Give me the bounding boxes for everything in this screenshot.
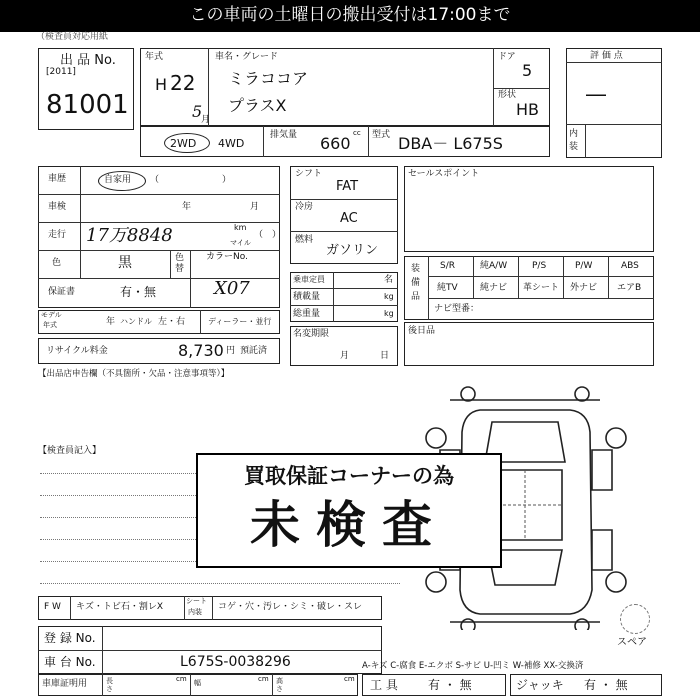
inspection-year: 年	[182, 202, 192, 212]
recycle-value: 8,730	[178, 341, 224, 360]
equip-abs: ABS	[621, 261, 639, 271]
cert-width: 幅	[194, 679, 201, 687]
aircon-label: 冷房	[295, 202, 314, 212]
color-code-label: カラーNo.	[206, 252, 248, 262]
handle-label: ハンドル	[120, 317, 152, 326]
sales-point-label: セールスポイント	[408, 169, 480, 179]
sheet-header: （検査員対応用紙	[36, 32, 109, 42]
name-change-month: 月	[340, 351, 350, 361]
seat-label-2: 内装	[188, 608, 202, 616]
color-value: 黒	[118, 255, 132, 271]
equip-tv: 純TV	[437, 283, 458, 293]
name-change-label: 名変期限	[293, 329, 330, 339]
car-grade: プラスX	[228, 96, 287, 115]
color-label: 色	[52, 258, 62, 268]
capacity-unit: 名	[384, 275, 394, 285]
mileage-label: 走行	[48, 230, 67, 240]
chassis-value: L675S-0038296	[180, 654, 291, 670]
score-label: 評 価 点	[590, 51, 623, 61]
inspector-notes-label: 【検査員記入】	[38, 446, 102, 456]
equip-aw: 純A/W	[480, 261, 508, 271]
lot-stamp: [2011]	[46, 67, 76, 77]
lot-number: 81001	[46, 90, 129, 120]
equip-ps: P/S	[532, 261, 547, 271]
overlay-line1: 買取保証コーナーの為	[244, 464, 454, 488]
aircon-value: AC	[340, 211, 358, 226]
spare-label: スペア	[617, 637, 647, 648]
mileage-value: 17万8848	[86, 225, 173, 246]
model-year-unit: 年	[106, 317, 116, 327]
color-change-label: 色替	[175, 253, 185, 274]
recycle-unit: 円	[226, 346, 236, 356]
spare-tire-circle	[620, 604, 650, 634]
history-paren: （ ）	[150, 175, 232, 185]
model-year-value: 22	[170, 71, 196, 95]
equip-sr: S/R	[440, 261, 455, 271]
model-month: 5	[192, 102, 203, 121]
history-label: 車歴	[48, 174, 67, 184]
mileage-mile: マイル	[230, 239, 251, 247]
recycle-note: 預託済	[240, 346, 268, 356]
doors-label: ドア	[498, 52, 516, 62]
displacement-value: 660	[320, 134, 351, 153]
equipment-label: 装備品	[411, 264, 421, 302]
model-code-label: 型式	[372, 130, 391, 140]
damage-legend: A-キズ C-腐食 E-エクボ S-サビ U-凹ミ W-補修 XX-交換済	[362, 661, 584, 671]
model-label-2: 年式	[43, 321, 57, 329]
mileage-paren: （ ）	[254, 230, 282, 240]
shift-label: シフト	[295, 169, 323, 179]
equip-pw: P/W	[575, 261, 593, 271]
drive-2wd: 2WD	[170, 137, 197, 150]
history-value: 自家用	[104, 175, 132, 185]
nav-model-label: ナビ型番：	[434, 304, 480, 314]
doors-value: 5	[522, 61, 533, 80]
tools-value: 有 ・ 無	[428, 678, 472, 692]
shape-value: HB	[516, 100, 540, 119]
gross-label: 総重量	[293, 309, 321, 319]
model-label-1: モデル	[41, 311, 62, 319]
equip-navi: 純ナビ	[480, 283, 508, 293]
inspection-month: 月	[250, 202, 260, 212]
cert-length-unit: cm	[176, 675, 187, 683]
fw-defects: キズ・トビ石・割レX	[76, 602, 163, 612]
displacement-label: 排気量	[270, 130, 298, 140]
seat-label-1: シート	[186, 597, 207, 605]
cert-height-unit: cm	[344, 675, 355, 683]
cert-height: 高さ	[276, 677, 283, 693]
warranty-value: 有・無	[120, 285, 157, 299]
lot-label: 出 品 No.	[60, 53, 116, 68]
inspection-label: 車検	[48, 202, 67, 212]
later-items-box	[404, 322, 654, 366]
cert-length: 長さ	[106, 677, 113, 693]
name-change-day: 日	[380, 351, 390, 361]
car-name-label: 車名・グレード	[215, 52, 279, 62]
car-name: ミラココア	[228, 69, 309, 88]
jack-label: ジャッキ	[516, 678, 564, 692]
equip-ext-navi: 外ナビ	[570, 283, 598, 293]
color-code: X07	[214, 278, 250, 299]
score-value: ―	[586, 82, 606, 106]
dealer-type: ディーラー・並行	[208, 317, 272, 326]
fuel-label: 燃料	[295, 235, 314, 245]
model-year-label: 年式	[145, 52, 164, 62]
tools-label: 工 具	[370, 678, 398, 692]
month-unit: 月	[201, 115, 211, 125]
load-label: 積載量	[293, 292, 321, 302]
mileage-km: km	[234, 223, 247, 232]
later-label: 後日品	[408, 326, 436, 336]
interior-defects: コゲ・穴・汚レ・シミ・破レ・スレ	[218, 602, 363, 612]
registration-label: 登 録 No.	[44, 631, 96, 645]
capacity-label: 乗車定員	[293, 275, 325, 284]
recycle-label: リサイクル料金	[46, 346, 108, 356]
model-code-value: DBA－ L675S	[398, 134, 503, 153]
equip-airbag: エアB	[617, 283, 642, 293]
fw-label: F W	[44, 602, 61, 612]
shift-value: FAT	[336, 179, 359, 194]
dealer-notes-label: 【出品店申告欄（不具箇所・欠品・注意事項等）】	[38, 369, 230, 379]
equip-leather: 革シート	[523, 283, 560, 293]
shape-label: 形状	[498, 90, 517, 100]
cert-width-unit: cm	[258, 675, 269, 683]
warranty-label: 保証書	[48, 287, 76, 297]
banner-text: この車両の土曜日の搬出受付は17:00まで	[189, 5, 511, 25]
drive-4wd: 4WD	[218, 137, 245, 150]
chassis-label: 車 台 No.	[44, 655, 96, 669]
fuel-value: ガソリン	[326, 243, 379, 258]
gross-unit: kg	[384, 309, 394, 318]
interior-label: 内装	[569, 129, 579, 152]
model-year-era: H	[155, 75, 168, 94]
displacement-unit: cc	[353, 129, 361, 137]
jack-value: 有 ・ 無	[584, 678, 628, 692]
garage-cert-label: 車庫証明用	[42, 679, 88, 689]
load-unit: kg	[384, 292, 394, 301]
overlay-line2: 未検査	[250, 496, 448, 554]
handle-value: 左・右	[158, 317, 186, 327]
